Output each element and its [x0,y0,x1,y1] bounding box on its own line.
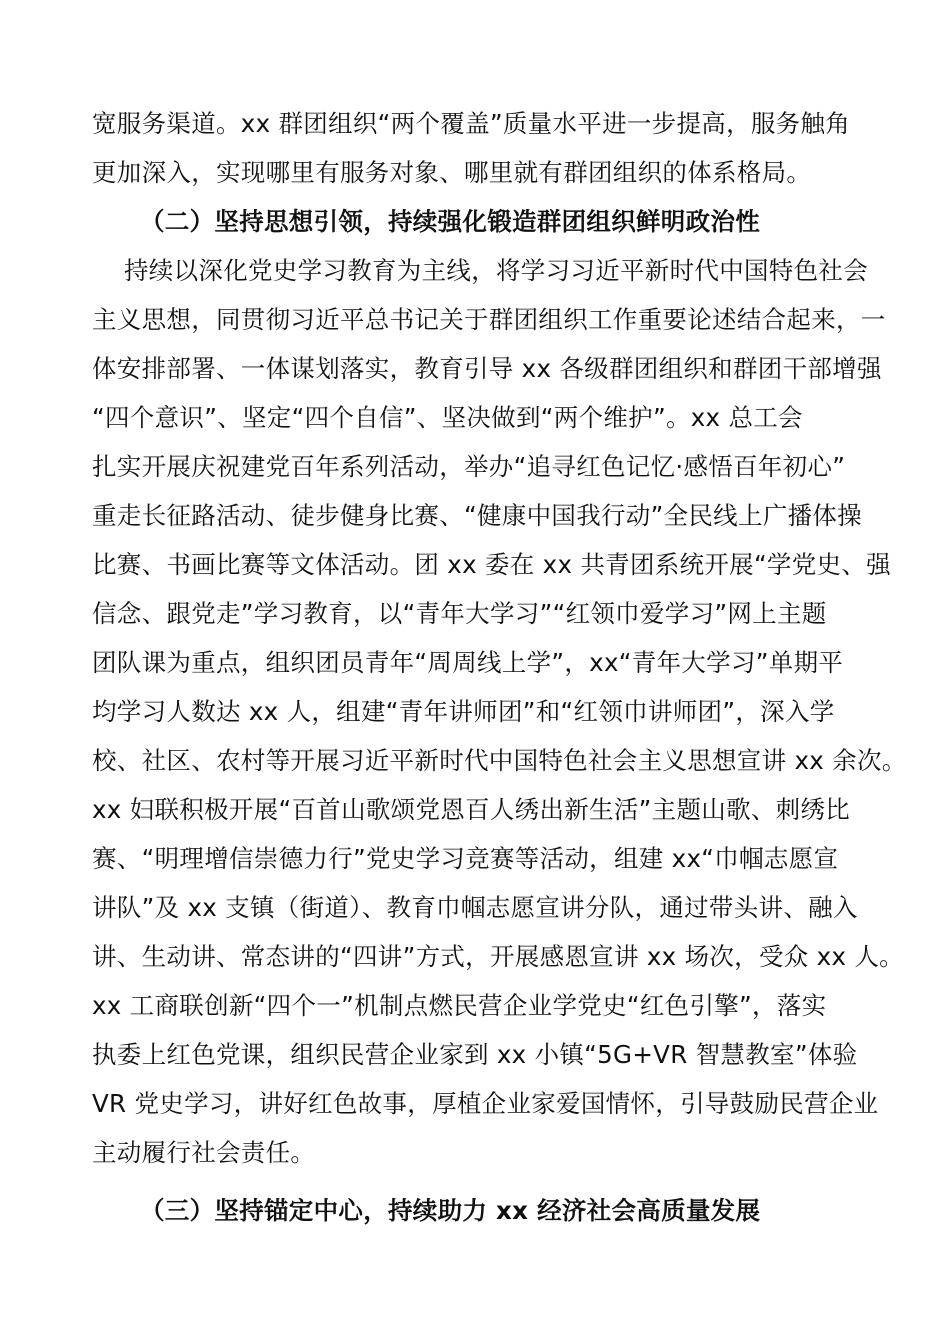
section-heading-3: （三）坚持锚定中心，持续助力 xx 经济社会高质量发展 [140,1196,761,1225]
paragraph-line: 重走长征路活动、徒步健身比赛、“健康中国我行动”全民线上广播体操 [92,501,862,530]
paragraph-line: 扎实开展庆祝建党百年系列活动，举办“追寻红色记忆·感悟百年初心” [92,452,846,481]
paragraph-line: 执委上红色党课，组织民营企业家到 xx 小镇“5G+VR 智慧教室”体验 [92,1040,858,1069]
paragraph-line: xx 工商联创新“四个一”机制点燃民营企业学党史“红色引擎”，落实 [92,991,827,1020]
paragraph-line: 体安排部署、一体谋划落实，教育引导 xx 各级群团组织和群团干部增强 [92,354,882,383]
paragraph-line: 赛、“明理增信崇德力行”党史学习竞赛等活动，组建 xx“巾帼志愿宣 [92,844,839,873]
section-heading-2: （二）坚持思想引领，持续强化锻造群团组织鲜明政治性 [140,207,760,236]
paragraph-line: 宽服务渠道。xx 群团组织“两个覆盖”质量水平进一步提高，服务触角 [92,109,851,138]
paragraph-line: VR 党史学习，讲好红色故事，厚植企业家爱国情怀，引导鼓励民营企业 [92,1089,879,1118]
paragraph-line: 讲、生动讲、常态讲的“四讲”方式，开展感恩宣讲 xx 场次，受众 xx 人。 [92,942,904,971]
paragraph-line: 主动履行社会责任。 [92,1138,316,1167]
paragraph-line: 团队课为重点，组织团员青年“周周线上学”，xx“青年大学习”单期平 [92,648,844,677]
paragraph-line: xx 妇联积极开展“百首山歌颂党恩百人绣出新生活”主题山歌、刺绣比 [92,795,851,824]
paragraph-line: 讲队”及 xx 支镇（街道）、教育巾帼志愿宣讲分队，通过带头讲、融入 [92,893,858,922]
paragraph-line: “四个意识”、坚定“四个自信”、坚决做到“两个维护”。xx 总工会 [92,403,803,432]
paragraph-line: 比赛、书画比赛等文体活动。团 xx 委在 xx 共青团系统开展“学党史、强 [92,550,891,579]
paragraph-line: 信念、跟党走”学习教育，以“青年大学习”“红领巾爱学习”网上主题 [92,599,827,628]
paragraph-line: 校、社区、农村等开展习近平新时代中国特色社会主义思想宣讲 xx 余次。 [92,746,907,775]
paragraph-line: 更加深入，实现哪里有服务对象、哪里就有群团组织的体系格局。 [92,158,812,187]
paragraph-line: 均学习人数达 xx 人，组建“青年讲师团”和“红领巾讲师团”，深入学 [92,697,835,726]
paragraph-line: 主义思想，同贯彻习近平总书记关于群团组织工作重要论述结合起来，一 [92,305,886,334]
paragraph-line: 持续以深化党史学习教育为主线，将学习习近平新时代中国特色社会 [124,256,868,285]
